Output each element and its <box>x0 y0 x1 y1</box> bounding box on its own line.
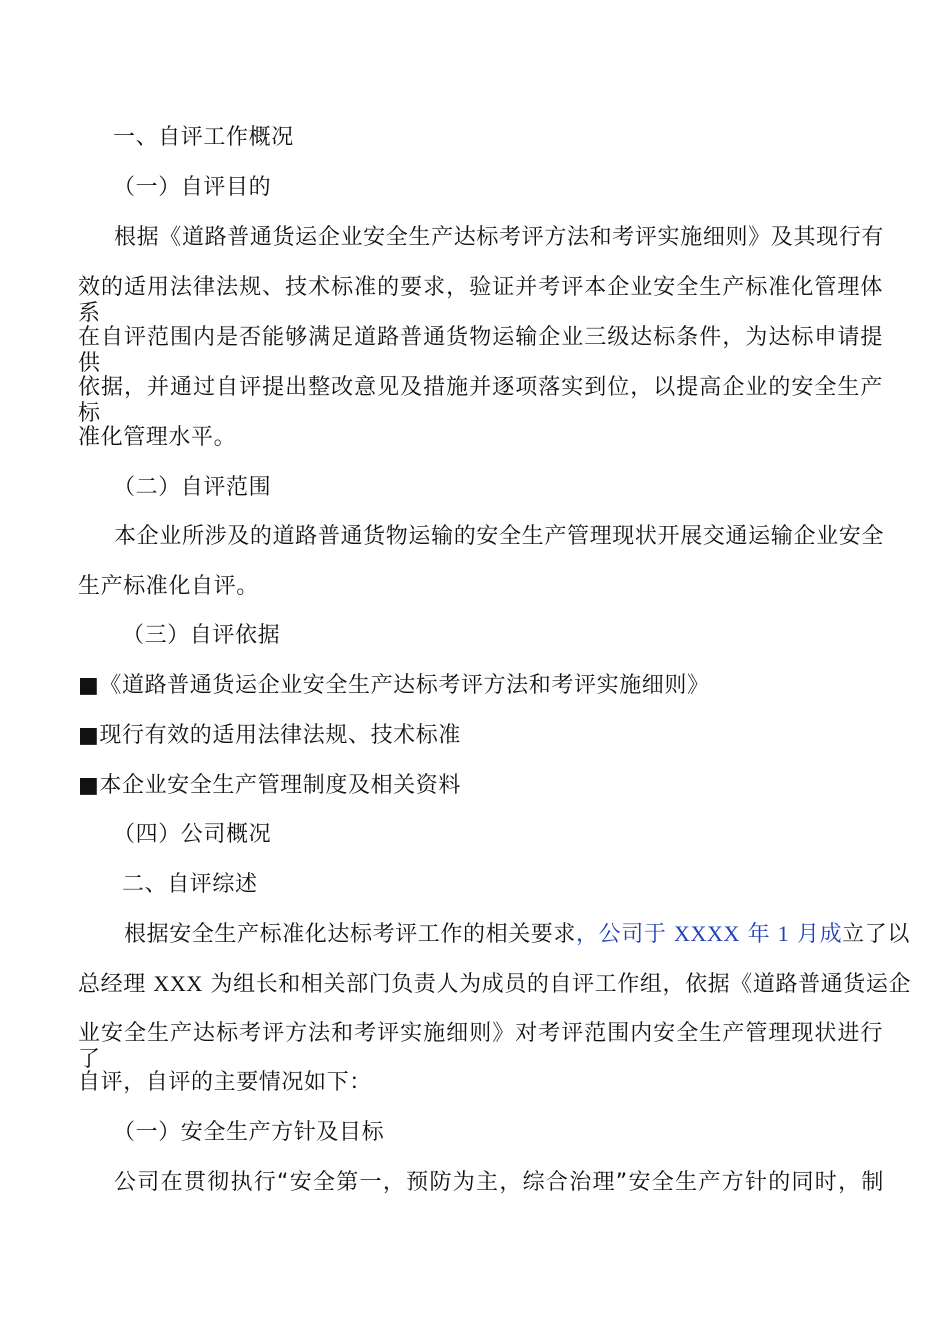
paragraph-summary-line-1 <box>78 921 910 948</box>
paragraph-scope-line-1: 本企业所涉及的道路普通货物运输的安全生产管理现状开展交通运输企业安全 <box>114 524 884 549</box>
summary-text: 总经理 <box>78 972 146 997</box>
summary-manager-name: XXX <box>153 971 203 996</box>
summary-highlight-text: ，公司于 <box>576 922 667 947</box>
section-heading-overview: 一、自评工作概况 <box>113 125 294 150</box>
basis-list-item: ■《道路普通货运企业安全生产达标考评方法和考评实施细则》 <box>78 673 710 698</box>
summary-highlight-text: 月成 <box>796 922 843 947</box>
section-heading-summary: 二、自评综述 <box>122 872 258 897</box>
paragraph-summary-line-4: 自评，自评的主要情况如下： <box>78 1070 372 1095</box>
subheading-scope: （二）自评范围 <box>113 475 272 500</box>
subheading-purpose: （一）自评目的 <box>113 175 272 200</box>
paragraph-purpose-line-2: 效的适用法律法规、技术标准的要求，验证并考评本企业安全生产标准化管理体系 <box>78 275 883 326</box>
paragraph-purpose-line-1: 根据《道路普通货运企业安全生产达标考评方法和考评实施细则》及其现行有 <box>114 225 884 250</box>
summary-highlight-text: 年 <box>747 922 771 947</box>
subheading-safety-policy: （一）安全生产方针及目标 <box>113 1120 385 1145</box>
summary-highlight-year: XXXX <box>674 921 740 946</box>
paragraph-purpose-line-4: 依据，并通过自评提出整改意见及措施并逐项落实到位，以提高企业的安全生产标 <box>78 375 883 426</box>
paragraph-safety-policy-line-1: 公司在贯彻执行“安全第一，预防为主，综合治理”安全生产方针的同时，制 <box>114 1170 884 1195</box>
subheading-basis: （三）自评依据 <box>122 623 281 648</box>
basis-list-item: ■本企业安全生产管理制度及相关资料 <box>78 773 461 798</box>
paragraph-summary-line-2 <box>78 971 912 998</box>
summary-text: 根据安全生产标准化达标考评工作的相关要求 <box>124 922 577 947</box>
paragraph-purpose-line-3: 在自评范围内是否能够满足道路普通货物运输企业三级达标条件，为达标申请提供 <box>78 325 883 376</box>
paragraph-purpose-line-5: 准化管理水平。 <box>78 425 237 450</box>
summary-highlight-month: 1 <box>777 921 790 946</box>
subheading-company-overview: （四）公司概况 <box>113 822 272 847</box>
paragraph-scope-line-2: 生产标准化自评。 <box>78 574 259 599</box>
paragraph-summary-line-3: 业安全生产达标考评方法和考评实施细则》对考评范围内安全生产管理现状进行了 <box>78 1021 883 1072</box>
summary-text: 立了以 <box>842 922 910 947</box>
basis-list-item: ■现行有效的适用法律法规、技术标准 <box>78 723 461 748</box>
summary-text: 为组长和相关部门负责人为成员的自评工作组，依据《道路普通货运企 <box>210 972 912 997</box>
